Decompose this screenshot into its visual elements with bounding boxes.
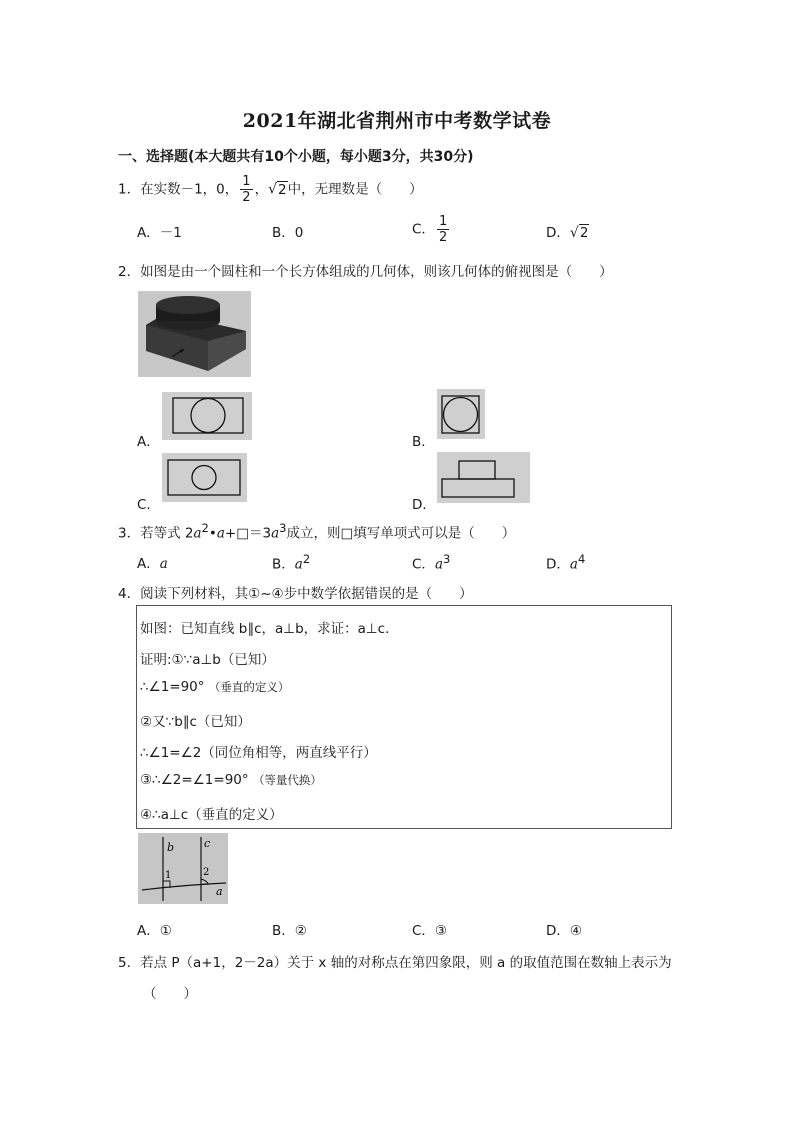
q1-sqrt-arg: 2 [277,181,287,198]
q3-part-1: 3．若等式 2 [118,525,194,542]
proof-line-5: ∴∠1=∠2（同位角相等，两直线平行） [140,745,377,761]
proof-line-3 [140,679,289,695]
q1-option-a[interactable]: A．－1 [137,225,182,241]
parallel-lines-figure [138,833,228,904]
proof-line-4: ②又∵b∥c（已知） [140,714,251,730]
fig-label-a: a [216,885,223,898]
q3-var-a: a [193,525,202,542]
q1-frac-den: 2 [242,190,251,205]
question-5-paren: （ ） [143,986,197,1002]
q3-option-b[interactable] [272,552,310,573]
q1-c-num: 1 [438,214,448,229]
q3-part-3: +□＝3 [224,525,272,542]
q3-option-d-var: a [569,556,578,573]
q1-option-c[interactable] [412,214,451,245]
q4-option-a[interactable]: A．① [137,923,172,939]
q3-exp-3: 3 [279,521,287,535]
proof-line-6-text: ③∴∠2=∠1=90° [140,772,249,788]
proof-line-6-note: （等量代换） [252,773,322,787]
fig-label-2: 2 [203,867,210,878]
question-3 [118,521,515,542]
q3-option-b-var: a [294,556,303,573]
question-4: 4．阅读下列材料，其①~④步中数学依据错误的是（ ） [118,586,473,602]
proof-line-6 [140,772,322,788]
q2-option-a[interactable]: A． [137,434,160,450]
q1-fraction [240,174,252,205]
sqrt-icon: √ [569,225,579,241]
q1-prefix: 1．在实数－1，0， [118,181,239,198]
q3-var-a3: a [271,525,280,542]
q1-c-den: 2 [438,230,448,245]
q1-frac-num: 1 [242,174,251,189]
q2-option-a-figure [162,392,252,440]
q2-option-c[interactable]: C． [137,497,160,513]
q3-part-4: 成立，则□填写单项式可以是（ ） [286,525,516,542]
question-2: 2．如图是由一个圆柱和一个长方体组成的几何体，则该几何体的俯视图是（ ） [118,264,613,280]
q3-exp-2: 2 [201,521,209,535]
q3-option-d[interactable] [546,552,585,573]
q1-option-d[interactable] [546,221,589,241]
q3-option-c-exp: 3 [443,552,451,566]
q1-option-b[interactable]: B．0 [272,225,304,241]
q3-option-c[interactable] [412,552,450,573]
q1-option-d-arg: 2 [579,225,589,241]
proof-line-2: 证明:①∵a⊥b（已知） [140,652,275,668]
fig-label-b: b [167,841,175,854]
q4-option-d[interactable]: D．④ [546,923,582,939]
q4-option-c[interactable]: C．③ [412,923,448,939]
q2-option-d-figure [437,452,530,503]
fig-label-c: c [204,837,211,850]
q3-option-c-var: a [434,556,443,573]
q3-dot: • [208,525,217,542]
q1-suffix: 中，无理数是（ ） [287,181,423,198]
section-heading: 一、选择题(本大题共有10个小题，每小题3分，共30分) [118,149,474,165]
q3-option-b-label: B． [272,556,295,573]
q3-option-b-exp: 2 [302,552,311,566]
q1-option-d-label: D． [546,225,570,241]
q1-sep: ， [254,181,269,198]
fig-label-1: 1 [165,870,172,881]
q3-option-c-label: C． [412,556,435,573]
q3-option-a-var: a [159,556,168,572]
q2-option-b-figure [437,389,485,439]
q2-option-b[interactable]: B． [412,434,435,450]
q3-option-d-exp: 4 [577,552,586,566]
q2-option-d[interactable]: D． [412,497,436,513]
proof-line-7: ④∴a⊥c（垂直的定义） [140,807,283,823]
q4-option-b[interactable]: B．② [272,923,307,939]
proof-line-3-text: ∴∠1=90° [140,679,205,695]
proof-line-3-note: （垂直的定义） [208,680,290,694]
page-title: 2021年湖北省荆州市中考数学试卷 [242,110,552,132]
q2-option-c-figure [162,453,247,502]
q3-var-a2: a [216,525,225,542]
q1-option-c-label: C． [412,221,435,238]
proof-line-1: 如图：已知直线 b∥c，a⊥b，求证：a⊥c． [140,621,399,637]
solid-figure-image [138,291,251,377]
question-5: 5．若点 P（a+1，2－2a）关于 x 轴的对称点在第四象限，则 a 的取值范围在数轴上表示为 [118,955,672,971]
q3-option-a-label: A． [137,556,160,572]
q1-option-c-fraction [437,214,449,245]
question-1 [118,174,423,205]
q3-option-a[interactable] [137,552,168,572]
sqrt-icon: √ [268,181,277,198]
q3-option-d-label: D． [546,556,570,573]
